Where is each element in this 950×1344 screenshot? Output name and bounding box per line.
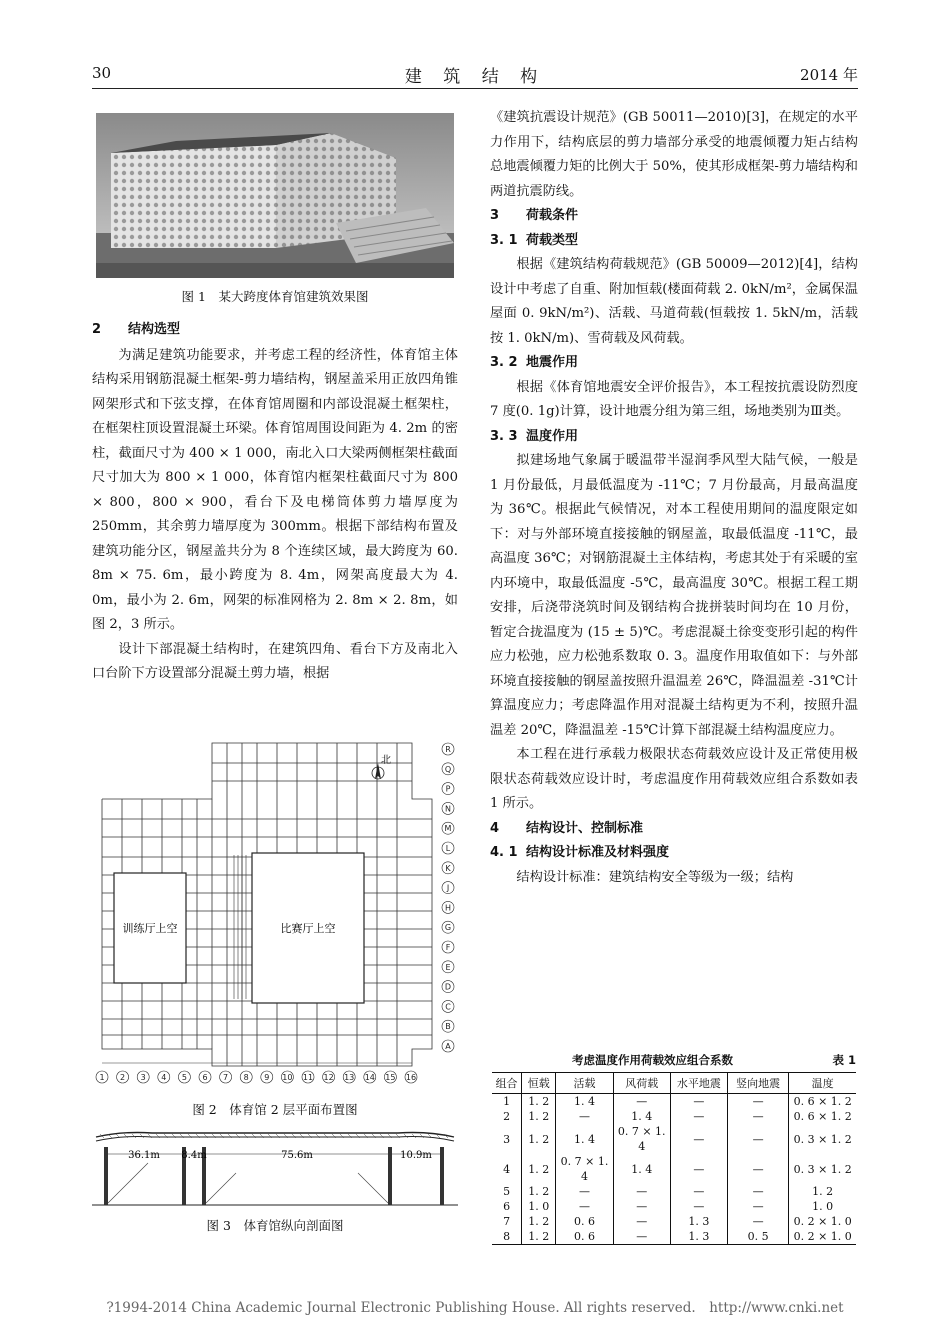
axis-letter-label: A — [445, 1042, 451, 1051]
table-cell: — — [728, 1214, 789, 1229]
table-cell: 0. 2 × 1. 0 — [789, 1229, 856, 1245]
table1-label: 表 1 — [832, 1053, 856, 1067]
dim-8-4m: 8.4m — [181, 1150, 207, 1161]
section-4-1-title: 结构设计标准及材料强度 — [526, 845, 670, 860]
section-3-3-heading — [490, 425, 858, 450]
table1-title-row — [492, 1050, 858, 1072]
axis-letter-label: F — [445, 943, 451, 952]
section-3-2-number: 3. 2 — [490, 355, 518, 370]
training-hall-label: 训练厅上空 — [122, 922, 178, 935]
building-rendering-image — [96, 113, 454, 278]
table-cell: 0. 5 — [728, 1229, 789, 1245]
section-4-title: 结构设计、控制标准 — [526, 820, 644, 836]
table-cell: — — [613, 1214, 670, 1229]
axis-number-label: 15 — [385, 1073, 396, 1082]
table-cell: 2 — [503, 1110, 511, 1123]
paragraph-load-types: 根据《建筑结构荷载规范》(GB 50009—2012)[4]，结构设计中考虑了自重、附加恒载(楼面荷载 2. 0kN/m²，金属保温屋面 0. 9kN/m²)、活载、马道荷载(恒载按 1. 5kN/m，活载按 1. 0kN/m)、雪荷载及风荷载。 — [490, 257, 858, 346]
table-row — [492, 1124, 856, 1154]
table-header-cell: 组合 — [492, 1073, 522, 1094]
section-2-number: 2 — [92, 322, 102, 337]
figure2-floor-plan — [92, 733, 458, 1086]
figure1-building-rendering — [96, 113, 454, 278]
table-cell: 0. 6 — [556, 1229, 613, 1245]
table1-block — [492, 1050, 858, 1245]
axis-number-label: 3 — [140, 1073, 146, 1082]
table-row — [492, 1214, 856, 1229]
table-cell: 1. 2 — [522, 1154, 556, 1184]
table-cell: 0. 6 — [556, 1214, 613, 1229]
axis-letter-label: H — [444, 903, 452, 913]
section-4-1-heading — [490, 841, 858, 866]
table-cell: 0. 2 × 1. 0 — [789, 1214, 856, 1229]
table-cell: 3 — [503, 1132, 511, 1146]
table-cell: — — [613, 1184, 670, 1199]
table-cell: 1. 0 — [522, 1199, 556, 1214]
section-drawing — [92, 1127, 458, 1209]
section-3-2-heading — [490, 351, 858, 376]
section-4-1-number: 4. 1 — [490, 845, 518, 860]
figure1-caption: 图 1 某大跨度体育馆建筑效果图 — [181, 289, 369, 304]
table-cell: 0. 6 × 1. 2 — [789, 1094, 856, 1110]
table-cell: 5 — [503, 1185, 511, 1198]
north-label: 北 — [381, 755, 391, 766]
table-cell: — — [670, 1199, 727, 1214]
section-3-1-title: 荷载类型 — [526, 232, 579, 248]
table-cell: 7 — [503, 1215, 511, 1228]
paragraph-earthquake: 根据《体育馆地震安全评价报告》，本工程按抗震设防烈度 7 度(0. 1g)计算，设计地震分组为第三组，场地类别为Ⅲ类。 — [490, 379, 858, 419]
table-cell: 0. 3 × 1. 2 — [789, 1154, 856, 1184]
table-cell: 1. 2 — [522, 1094, 556, 1110]
table-header-cell: 活载 — [556, 1073, 613, 1094]
paragraph-design-standard: 结构设计标准：建筑结构安全等级为一级；结构 — [516, 869, 794, 885]
section-3-heading — [490, 204, 858, 229]
table-header-cell: 温度 — [789, 1073, 856, 1094]
table-cell: 1. 3 — [670, 1229, 727, 1245]
table-cell: — — [728, 1184, 789, 1199]
page-header — [92, 60, 858, 89]
table-cell: 1 — [503, 1095, 511, 1108]
axis-number-label: 1 — [99, 1073, 105, 1082]
table-cell: — — [728, 1094, 789, 1110]
table-cell: — — [728, 1109, 789, 1124]
axis-number-label: 4 — [161, 1073, 167, 1082]
table-cell: — — [670, 1094, 727, 1110]
table-header-row — [492, 1073, 856, 1094]
table-cell: 1. 3 — [670, 1214, 727, 1229]
table-cell: 1. 4 — [556, 1094, 613, 1110]
axis-number-label: 2 — [120, 1073, 126, 1082]
table-cell: — — [556, 1199, 613, 1214]
section-2-title: 结构选型 — [128, 322, 181, 337]
axis-letter-label: P — [445, 784, 451, 794]
paragraph-load-combination: 本工程在进行承载力极限状态荷载效应设计及正常使用极限状态荷载效应设计时，考虑温度作用荷载效应组合系数如表 1 所示。 — [490, 747, 858, 811]
table-cell: — — [613, 1199, 670, 1214]
table-cell: 0. 7 × 1. 4 — [556, 1154, 613, 1184]
table-cell: — — [670, 1154, 727, 1184]
axis-number-label: 6 — [202, 1073, 208, 1082]
section-3-title: 荷载条件 — [526, 208, 579, 223]
table1-title: 考虑温度作用荷载效应组合系数 — [572, 1053, 733, 1067]
figure3-caption: 图 3 体育馆纵向剖面图 — [206, 1218, 344, 1233]
table-cell: — — [613, 1229, 670, 1245]
table-row — [492, 1184, 856, 1199]
axis-letter-label: D — [444, 982, 452, 992]
axis-number-label: 5 — [181, 1073, 187, 1082]
section-4-heading — [490, 817, 858, 842]
axis-letter-label: Q — [444, 764, 452, 774]
section-3-number: 3 — [490, 208, 500, 223]
axis-number-label: 13 — [344, 1073, 355, 1082]
table-cell: 6 — [503, 1200, 511, 1213]
table-cell: 1. 2 — [522, 1124, 556, 1154]
axis-letter-label: B — [445, 1022, 451, 1032]
table-cell: 1. 4 — [613, 1109, 670, 1124]
table-cell: — — [556, 1184, 613, 1199]
table-cell: 1. 2 — [522, 1214, 556, 1229]
axis-number-label: 12 — [323, 1073, 334, 1082]
axis-letter-label: K — [445, 863, 451, 873]
table-cell: 1. 2 — [522, 1109, 556, 1124]
arena-label: 比赛厅上空 — [280, 922, 336, 935]
table-cell: — — [728, 1154, 789, 1184]
axis-letter-label: G — [444, 923, 452, 933]
right-column — [490, 106, 858, 890]
section-2-heading — [92, 318, 458, 343]
section-3-1-heading — [490, 229, 858, 254]
table-cell: — — [613, 1094, 670, 1110]
axis-number-label: 7 — [223, 1073, 229, 1082]
table-cell: — — [670, 1124, 727, 1154]
table-cell: 1. 0 — [789, 1199, 856, 1214]
table-cell: 0. 3 × 1. 2 — [789, 1124, 856, 1154]
axis-number-label: 10 — [282, 1073, 293, 1082]
axis-letter-label: J — [446, 883, 450, 893]
axis-letter-label: C — [445, 1002, 451, 1012]
table-row — [492, 1229, 856, 1245]
paragraph-temperature: 拟建场地气象属于暖温带半湿润季风型大陆气候，一般是 1 月份最低，月最低温度为 -11℃；7 月份最高，月最高温度为 36℃。根据此气候情况，对本工程使用期间的温度限定如下：对与外部环境直接接触的钢屋盖，取最低温度 -11℃，最高温度 36℃；对钢筋混凝土主体结构，考虑其处于有采暖的室内环境中，取最低温度 -5℃，最高温度 30℃。根据工程工期安排，后浇带浇筑时间及钢结构合拢拼装时间均在 10 月份，暂定合拢温度为 (15 ± 5)℃。考虑混凝土徐变变形引起的构件应力松弛，应力松弛系数取 0. 3。温度作用取值如下：与外部环境直接接触的钢屋盖按照升温温差 26℃，降温温差 -31℃计算温度应力；考虑降温作用对混凝土结构更为不利，按照升温温差 20℃，降温温差 -15℃计算下部混凝土结构温度应力。 — [490, 453, 858, 738]
paragraph-seismic-code: 《建筑抗震设计规范》(GB 50011—2010)[3]，在规定的水平力作用下，结构底层的剪力墙部分承受的地震倾覆力矩占结构总地震倾覆力矩的比例大于 50%，使其形成框架-剪力墙结构和两道抗震防线。 — [490, 110, 858, 199]
axis-number-label: 11 — [302, 1073, 314, 1082]
table-row — [492, 1199, 856, 1214]
axis-number-label: 8 — [243, 1073, 249, 1082]
table-header-cell: 风荷载 — [613, 1073, 670, 1094]
table-cell: — — [728, 1124, 789, 1154]
table-row — [492, 1154, 856, 1184]
table-header-cell: 恒载 — [522, 1073, 556, 1094]
section-4-number: 4 — [490, 820, 500, 836]
table-cell: — — [670, 1184, 727, 1199]
paragraph-shear-walls: 设计下部混凝土结构时，在建筑四角、看台下方及南北入口台阶下方设置部分混凝土剪力墙，根据 — [92, 641, 458, 681]
figure3-section — [92, 1127, 458, 1209]
journal-title: 建 筑 结 构 — [404, 67, 546, 87]
axis-letter-label: L — [445, 844, 451, 853]
paragraph-structure-selection: 为满足建筑功能要求，并考虑工程的经济性，体育馆主体结构采用钢筋混凝土框架-剪力墙结构，钢屋盖采用正放四角锥网架形式和下弦支撑，在体育馆周圈和内部设混凝土框架柱，在框架柱顶设置混凝土环梁。体育馆周围设间距为 4. 2m 的密柱，截面尺寸为 400 × 1 000，南北入口大梁两侧框架柱截面尺寸加大为 800 × 1 000，体育馆内框架柱截面尺寸为 800 × 800，800 × 900，看台下及电梯筒体剪力墙厚度为 250mm，其余剪力墙厚度为 300mm。根据下部结构布置及建筑功能分区，钢屋盖共分为 8 个连续区域，最大跨度为 60. 8m × 75. 6m，最小跨度为 8. 4m，网架高度最大为 4. 0m，最小为 2. 6m，网架的标准网格为 2. 8m × 2. 8m，如图 2，3 所示。 — [92, 347, 458, 632]
table-header-cell: 水平地震 — [670, 1073, 727, 1094]
table-cell: — — [556, 1109, 613, 1124]
load-combination-table — [492, 1072, 856, 1245]
table-cell: 1. 2 — [522, 1229, 556, 1245]
table-cell: — — [670, 1109, 727, 1124]
dim-36-1m: 36.1m — [128, 1150, 160, 1161]
axis-number-label: 16 — [405, 1073, 417, 1082]
dim-10-9m: 10.9m — [400, 1150, 432, 1161]
table-row — [492, 1109, 856, 1124]
axis-letter-label: M — [444, 824, 452, 834]
axis-number-label: 9 — [264, 1073, 270, 1082]
table-cell: 0. 7 × 1. 4 — [613, 1124, 670, 1154]
axis-letter-label: R — [445, 745, 451, 754]
dim-75-6m: 75.6m — [281, 1150, 313, 1161]
table-cell: 0. 6 × 1. 2 — [789, 1109, 856, 1124]
axis-number-label: 14 — [364, 1073, 375, 1082]
section-3-3-title: 温度作用 — [526, 428, 579, 444]
section-3-1-number: 3. 1 — [490, 232, 518, 248]
table-cell: 1. 2 — [789, 1184, 856, 1199]
table-cell: 4 — [503, 1162, 511, 1176]
axis-letter-label: N — [445, 804, 451, 814]
floor-plan-drawing — [92, 733, 458, 1086]
section-3-3-number: 3. 3 — [490, 428, 518, 444]
copyright-footer: ?1994-2014 China Academic Journal Electronic Publishing House. All rights reserved. http://www.cnki.net — [106, 1300, 844, 1316]
table-cell: 1. 2 — [522, 1184, 556, 1199]
figure2-caption: 图 2 体育馆 2 层平面布置图 — [192, 1102, 358, 1117]
axis-letter-label: E — [445, 962, 451, 972]
table-header-cell: 竖向地震 — [728, 1073, 789, 1094]
table-cell: 8 — [492, 1229, 522, 1245]
table-row — [492, 1094, 856, 1110]
table-cell: — — [728, 1199, 789, 1214]
left-column — [92, 318, 458, 687]
section-3-2-title: 地震作用 — [526, 355, 579, 370]
issue-year: 2014 年 — [800, 66, 858, 84]
table-cell: 1. 4 — [613, 1154, 670, 1184]
table-cell: 1. 4 — [556, 1124, 613, 1154]
page-number: 30 — [92, 64, 112, 82]
